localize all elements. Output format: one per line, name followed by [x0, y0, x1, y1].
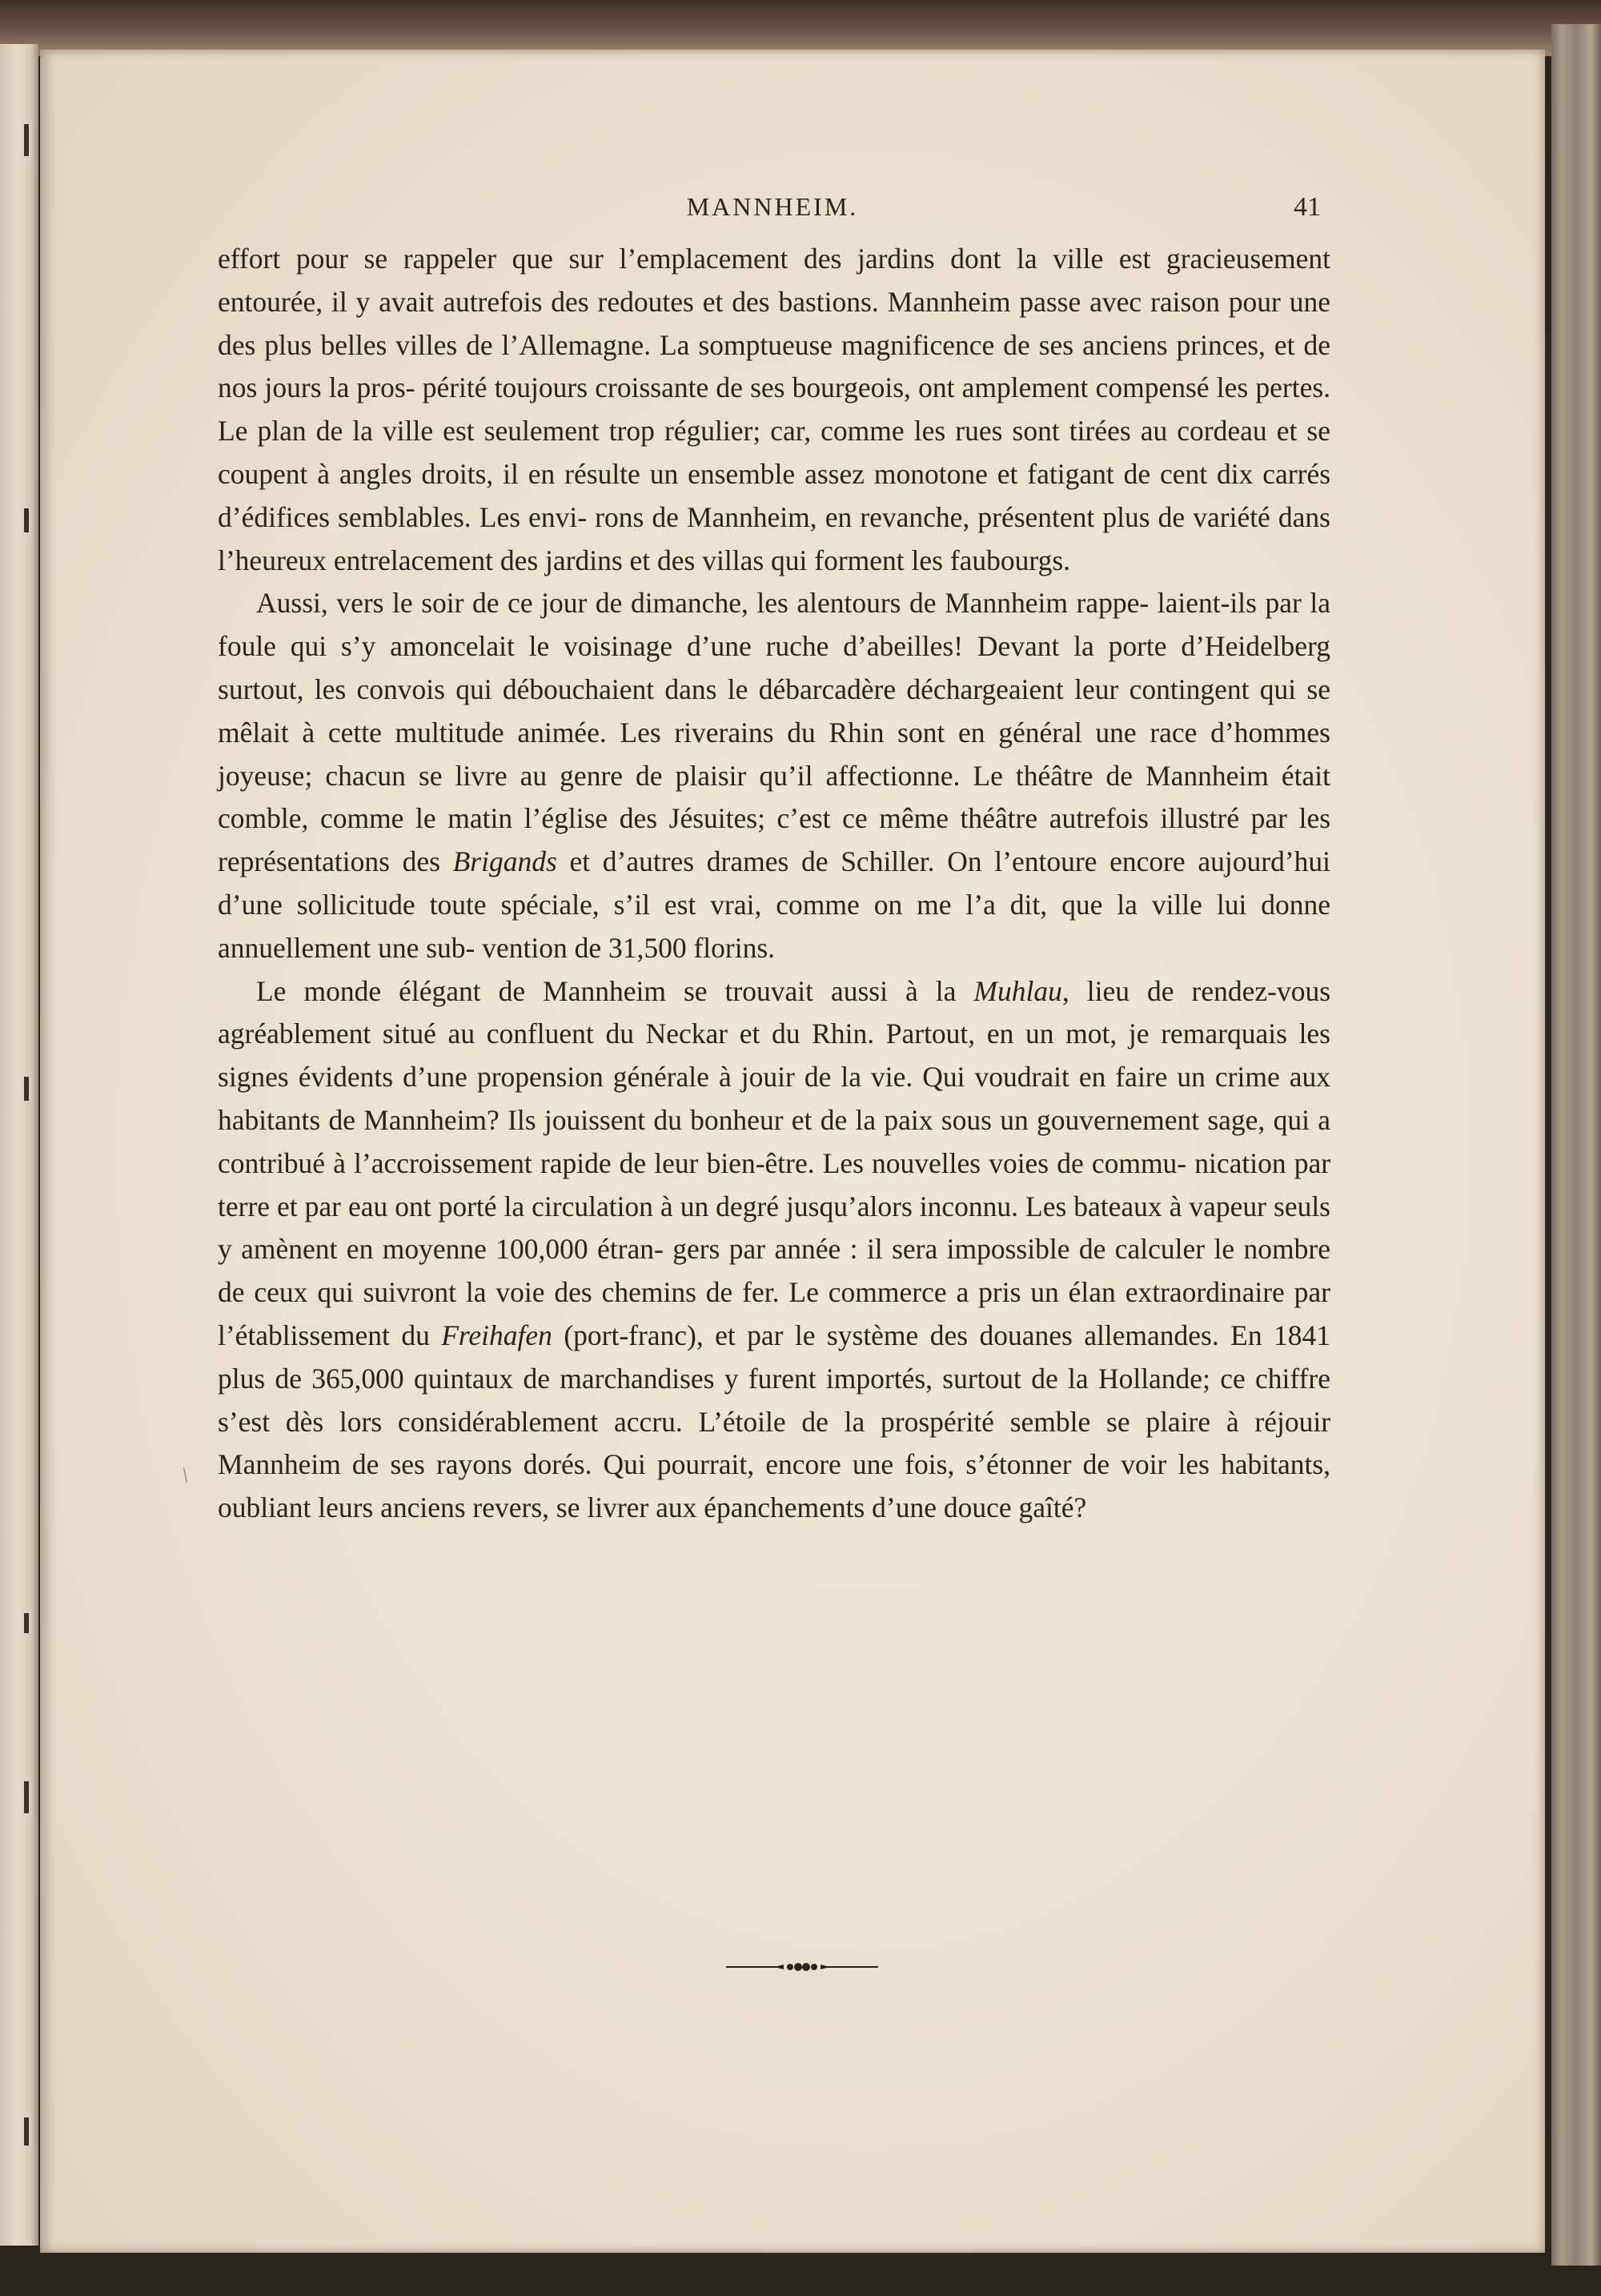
text-line	[218, 1319, 1073, 1351]
text-line: inconnu. Les bateaux à vapeur seuls y amènent en moyenne 100,000 étran-	[218, 1190, 1330, 1266]
text-line: rayons dorés. Qui pourrait, encore une fois, s’étonner de voir les habitants,	[435, 1448, 1331, 1481]
italic-place-name: Muhlau	[973, 974, 1062, 1007]
text-line: de la vie. Qui voudrait en faire un crime aux habitants de Mannheim? Ils	[218, 1061, 1331, 1136]
page-number: 41	[1294, 192, 1321, 222]
text-line: jouissent du bonheur et de la paix sous un gouvernement sage, qui a contribué	[218, 1103, 1330, 1179]
text-line: gers par année : il sera impossible de calculer le nombre de ceux qui suivront	[218, 1233, 1330, 1309]
text-line: chacun se livre au genre de plaisir qu’il affectionne. Le théâtre de Mannheim	[325, 759, 1269, 792]
text-line: oubliant leurs anciens revers, se livrer aux épanchements d’une douce gaîté?	[218, 1491, 1087, 1524]
text-line: La somptueuse magnificence de ses anciens princes, et de nos jours la pros-	[218, 328, 1331, 404]
text-line: effort pour se rappeler que sur l’emplacement des jardins dont la ville est	[218, 243, 1151, 275]
text-line: est vrai, comme on me l’a dit, que la ville lui donne annuellement une sub-	[218, 888, 1331, 964]
text-line: la voie des chemins de fer. Le commerce a pris un élan extraordinaire par	[465, 1276, 1331, 1309]
running-head	[224, 192, 1321, 240]
text-line: importés, surtout de la Hollande; ce chiffre s’est dès lors considérablement	[218, 1362, 1330, 1438]
text-line: sont tirées au cordeau et se coupent à angles droits, il en résulte un ensemble	[218, 415, 1330, 490]
text-line: accru. L’étoile de la prospérité semble se plaire à réjouir Mannheim de ses	[218, 1405, 1331, 1481]
text-line: gracieusement entourée, il y avait autrefois des redoutes et des bastions.	[218, 243, 1330, 318]
paragraph	[218, 970, 1330, 1530]
italic-term: Freihafen	[441, 1319, 552, 1351]
text-line: laient-ils par la foule qui s’y amoncelait le voisinage d’une ruche d’abeilles!	[218, 587, 1330, 663]
text-segment: l’établissement du	[218, 1319, 442, 1351]
text-line: Schiller. On l’entoure encore aujourd’hui d’une sollicitude toute spéciale, s’il	[218, 845, 1330, 921]
text-line: allemandes. En 1841 plus de 365,000 quintaux de marchandises y furent	[218, 1319, 1330, 1395]
text-segment: autrefois illustré par les représentations des	[218, 802, 1331, 878]
text-line: rendez-vous agréablement situé au confluent du Neckar et du Rhin. Partout,	[218, 974, 1331, 1050]
text-line: débarcadère déchargeaient leur contingent qui se mêlait à cette multitude	[218, 672, 1331, 749]
text-segment: et d’autres drames de	[556, 845, 829, 878]
text-line	[256, 975, 1174, 1007]
text-line: nication par terre et par eau ont porté la circulation à un degré jusqu’alors	[218, 1146, 1331, 1222]
text-line: pertes. Le plan de la ville est seulement trop régulier; car, comme les rues	[218, 371, 1331, 448]
facing-page-edge	[0, 44, 38, 2246]
running-title: MANNHEIM.	[686, 192, 859, 221]
text-line: Devant la porte d’Heidelberg surtout, les convois qui débouchaient dans le	[218, 630, 1330, 705]
text-line: à l’accroissement rapide de leur bien-être. Les nouvelles voies de commu-	[333, 1146, 1187, 1179]
text-line: périté toujours croissante de ses bourgeois, ont amplement compensé les	[422, 371, 1249, 404]
italic-title: Brigands	[452, 845, 557, 878]
text-segment: Le monde élégant de Mannheim se trouvait aussi à la	[256, 974, 974, 1007]
text-line: animée. Les riverains du Rhin sont en général une race d’hommes joyeuse;	[218, 716, 1330, 792]
text-line: en un mot, je remarquais les signes évidents d’une propension générale à jouir	[218, 1018, 1331, 1094]
paragraph	[218, 582, 1330, 969]
text-line: vention de 31,500 florins.	[482, 931, 776, 964]
text-segment: , lieu de	[1061, 974, 1174, 1007]
text-line: Mannheim passe avec raison pour une des plus belles villes de l’Allemagne.	[218, 285, 1331, 361]
text-line: entrelacement des jardins et des villas qui forment les faubourgs.	[333, 544, 1071, 576]
text-segment: (port-franc), et par le système des douanes	[552, 1319, 1073, 1351]
text-line: était comble, comme le matin l’église des Jésuites; c’est ce même théâtre	[218, 759, 1330, 835]
text-line: rons de Mannheim, en revanche, présentent plus de variété dans l’heureux	[218, 500, 1330, 576]
end-ornament	[726, 1959, 878, 1975]
text-line: Aussi, vers le soir de ce jour de dimanche, les alentours de Mannheim rappe-	[256, 587, 1150, 620]
text-line: assez monotone et fatigant de cent dix carrés d’édifices semblables. Les envi-	[218, 457, 1331, 533]
pencil-mark: /	[176, 1463, 194, 1487]
paragraph	[218, 238, 1330, 582]
top-binding-edge	[0, 0, 1601, 56]
book-cover-edge	[1551, 24, 1601, 2266]
body-text	[218, 238, 1330, 1530]
